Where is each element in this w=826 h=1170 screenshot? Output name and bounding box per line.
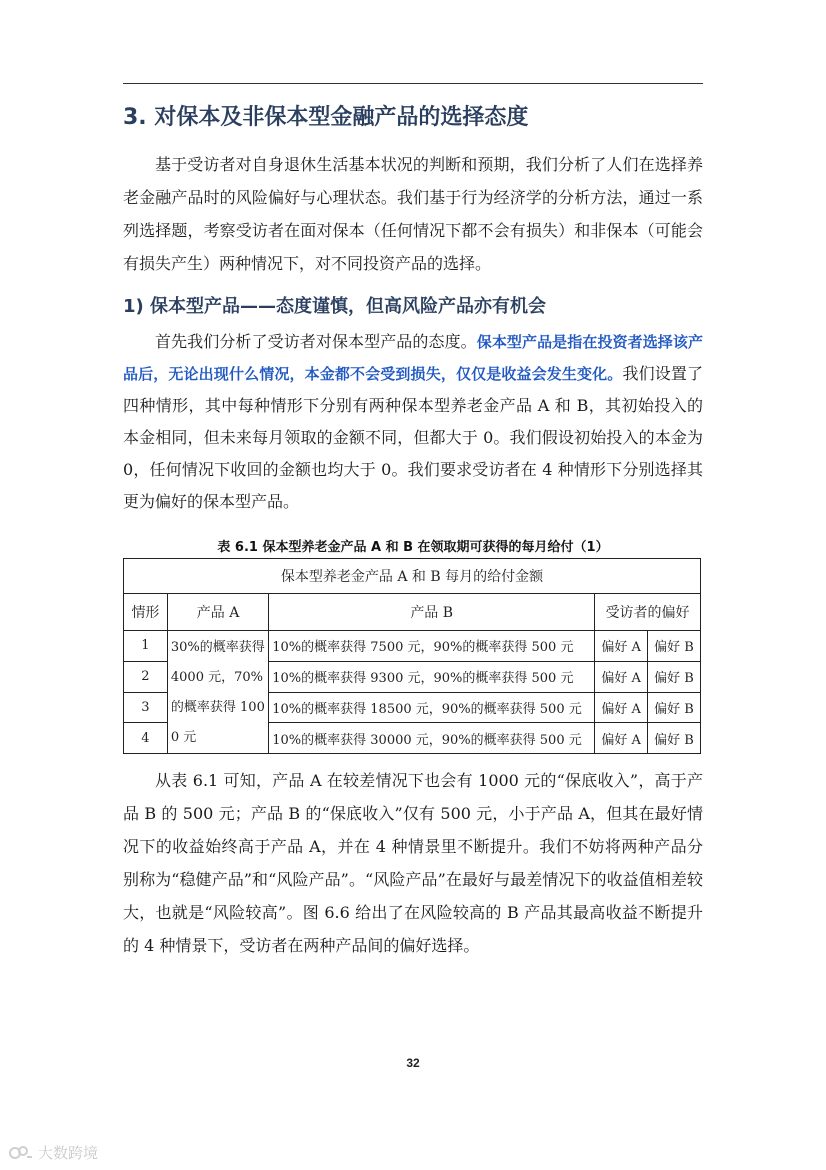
case-number: 3 (124, 692, 168, 723)
col-case: 情形 (124, 594, 168, 631)
definition-highlight: 保本型产品是指在投资者选择该产品后，无论出现什么情况，本金都不会受到损失，仅仅是收益会发生变化。 (123, 333, 703, 383)
analysis-paragraph: 从表 6.1 可知，产品 A 在较差情况下也会有 1000 元的“保底收入”，高于产品 B 的 500 元；产品 B 的“保底收入”仅有 500 元，小于产品 A，但其在最好情况下的收益始终高于产品 A，并在 4 种情景里不断提升。我们不妨将两种产品分别称为“稳健产品”和“风险产品”。“风险产品”在最好与最差情况下的收益值相差较大，也就是“风险较高”。图 6.6 给出了在风险较高的 B 产品其最高收益不断提升的 4 种情景下，受访者在两种产品间的偏好选择。 (123, 771, 703, 955)
product-b-cell: 10%的概率获得 30000 元，90%的概率获得 500 元 (269, 723, 595, 754)
watermark (8, 1142, 98, 1165)
prefer-a-option: 偏好 A (595, 631, 648, 662)
product-b-cell: 10%的概率获得 7500 元，90%的概率获得 500 元 (269, 631, 595, 662)
col-product-b: 产品 B (269, 594, 595, 631)
watermark-text: 大数跨境 (38, 1144, 99, 1162)
table-column-row (124, 594, 701, 631)
table-caption: 表 6.1 保本型养老金产品 A 和 B 在领取期可获得的每月给付（1） (217, 540, 609, 555)
section-title: 3. 对保本及非保本型金融产品的选择态度 (123, 105, 529, 130)
table-header-row (124, 559, 701, 594)
page-number: 32 (406, 1056, 420, 1070)
case-number: 2 (124, 661, 168, 692)
definition-lead: 首先我们分析了受访者对保本型产品的态度。 (155, 332, 477, 351)
product-table (123, 558, 701, 754)
prefer-b-option: 偏好 B (648, 631, 701, 662)
prefer-a-option: 偏好 A (595, 723, 648, 754)
case-number: 1 (124, 631, 168, 662)
definition-paragraph (123, 326, 703, 518)
intro-paragraph: 基于受访者对自身退休生活基本状况的判断和预期，我们分析了人们在选择养老金融产品时的风险偏好与心理状态。我们基于行为经济学的分析方法，通过一系列选择题，考察受访者在面对保本（任何情况下都不会有损失）和非保本（可能会有损失产生）两种情况下，对不同投资产品的选择。 (123, 155, 703, 273)
case-number: 4 (124, 723, 168, 754)
prefer-a-option: 偏好 A (595, 661, 648, 692)
prefer-a-option: 偏好 A (595, 692, 648, 723)
header-rule (123, 83, 703, 84)
prefer-b-option: 偏好 B (648, 723, 701, 754)
watermark-logo-icon (8, 1143, 34, 1165)
definition-rest: 我们设置了四种情形，其中每种情形下分别有两种保本型养老金产品 A 和 B，其初始投入的本金相同，但未来每月领取的金额不同，但都大于 0。我们假设初始投入的本金为 0，任何情况下收回的金额也均大于 0。我们要求受访者在 4 种情形下分别选择其更为偏好的保本型产品。 (123, 364, 703, 511)
col-preference: 受访者的偏好 (595, 594, 701, 631)
prefer-b-option: 偏好 B (648, 661, 701, 692)
prefer-b-option: 偏好 B (648, 692, 701, 723)
table-row (124, 631, 701, 662)
product-b-cell: 10%的概率获得 9300 元，90%的概率获得 500 元 (269, 661, 595, 692)
col-product-a: 产品 A (167, 594, 268, 631)
table-header: 保本型养老金产品 A 和 B 每月的给付金额 (124, 559, 701, 594)
product-b-cell: 10%的概率获得 18500 元，90%的概率获得 500 元 (269, 692, 595, 723)
product-a-cell: 30%的概率获得4000 元，70%的概率获得 1000 元 (167, 631, 268, 754)
subsection-title: 1) 保本型产品——态度谨慎，但高风险产品亦有机会 (123, 296, 547, 317)
